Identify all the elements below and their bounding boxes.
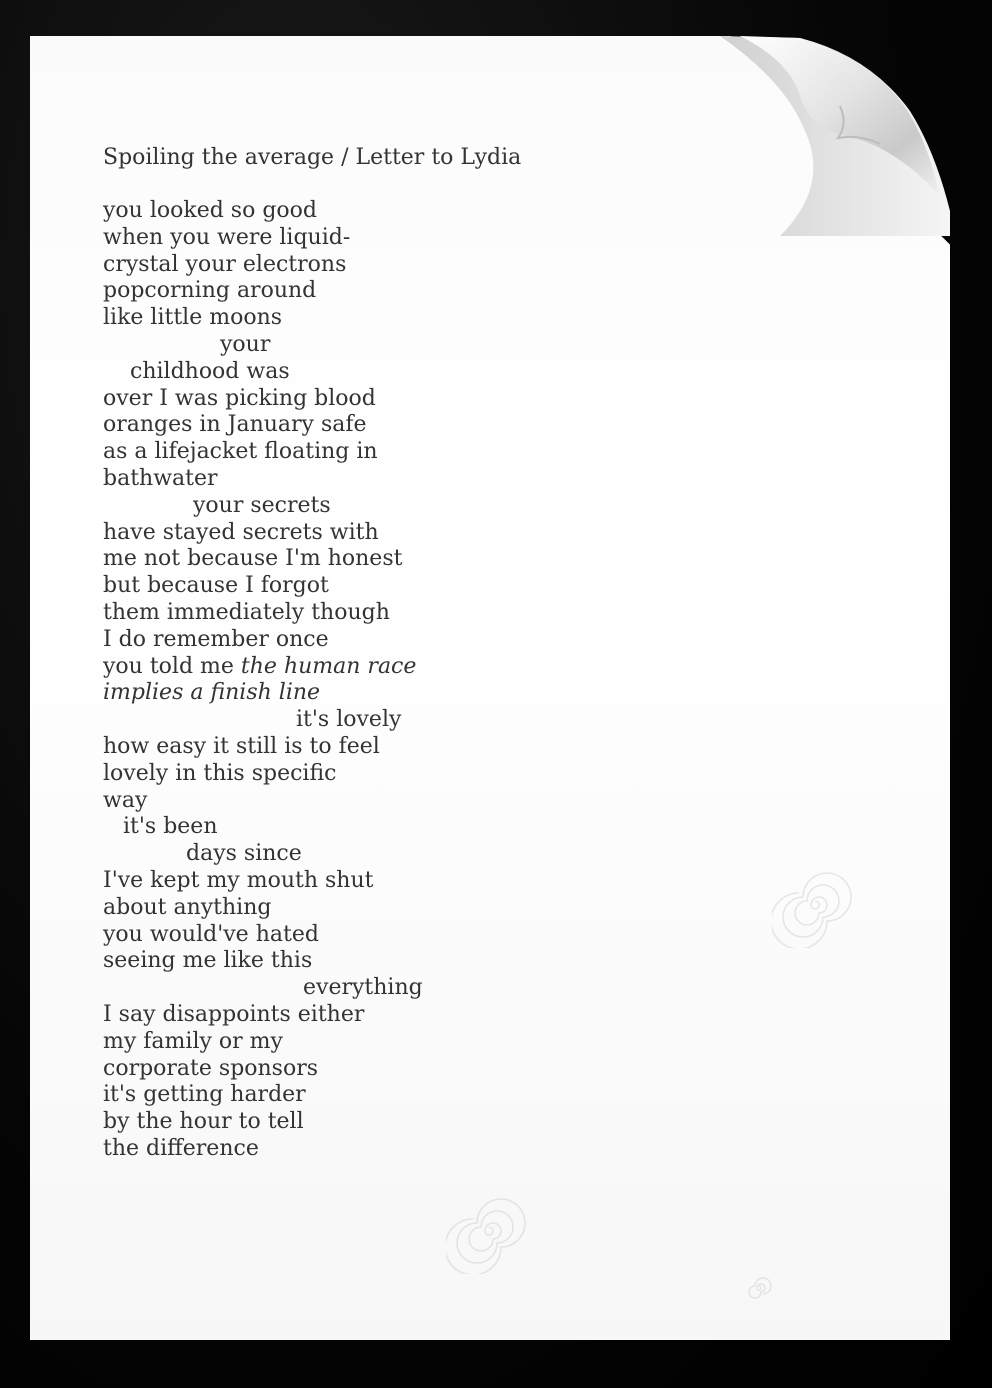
poem-line: crystal your electrons [103, 251, 347, 277]
poem-line: corporate sponsors [103, 1055, 319, 1081]
poem-line: about anything [103, 894, 272, 920]
poem-line: your [220, 331, 271, 357]
poem-line: your secrets [193, 492, 331, 518]
poem-line: implies a finish line [103, 680, 321, 706]
poem-line: days since [186, 841, 302, 867]
poem-line: it's been [123, 814, 218, 840]
poem-line: lovely in this specific [103, 760, 337, 786]
poem-line: them immediately though [103, 599, 390, 625]
poem-line: childhood was [130, 358, 290, 384]
poem-line: but because I forgot [103, 573, 329, 599]
poem-line: I've kept my mouth shut [103, 867, 374, 893]
poem-line: popcorning around [103, 278, 317, 304]
poem-line: it's getting harder [103, 1082, 306, 1108]
poem-line: by the hour to tell [103, 1109, 304, 1135]
poem-line: have stayed secrets with [103, 519, 379, 545]
poem-line: I say disappoints either [103, 1001, 365, 1027]
poem-line: bathwater [103, 465, 218, 491]
poem-line: I do remember once [103, 626, 329, 652]
poem-line-segment: you told me [103, 653, 241, 679]
poem-line: everything [303, 975, 423, 1001]
poem-line: like little moons [103, 305, 283, 331]
poem-line: my family or my [103, 1028, 283, 1054]
poem-line: how easy it still is to feel [103, 733, 380, 759]
poem-line: as a lifejacket floating in [103, 439, 378, 465]
poem-line-italic-segment: the human race [240, 653, 417, 679]
poem-line: way [103, 787, 148, 813]
poem-line [103, 654, 663, 681]
poem-line: me not because I'm honest [103, 546, 403, 572]
poem-line: over I was picking blood [103, 385, 376, 411]
poem-line: you looked so good [103, 198, 317, 223]
poem-line: seeing me like this [103, 948, 313, 974]
poem-body [103, 198, 663, 1163]
poem-line: the difference [103, 1135, 259, 1161]
poem-line: when you were liquid- [103, 224, 351, 250]
poem-line: you would've hated [103, 921, 319, 947]
poem-title: Spoiling the average / Letter to Lydia [103, 145, 522, 170]
poem-line: it's lovely [296, 707, 402, 733]
poem-line: oranges in January safe [103, 412, 367, 438]
poem [103, 144, 663, 1163]
